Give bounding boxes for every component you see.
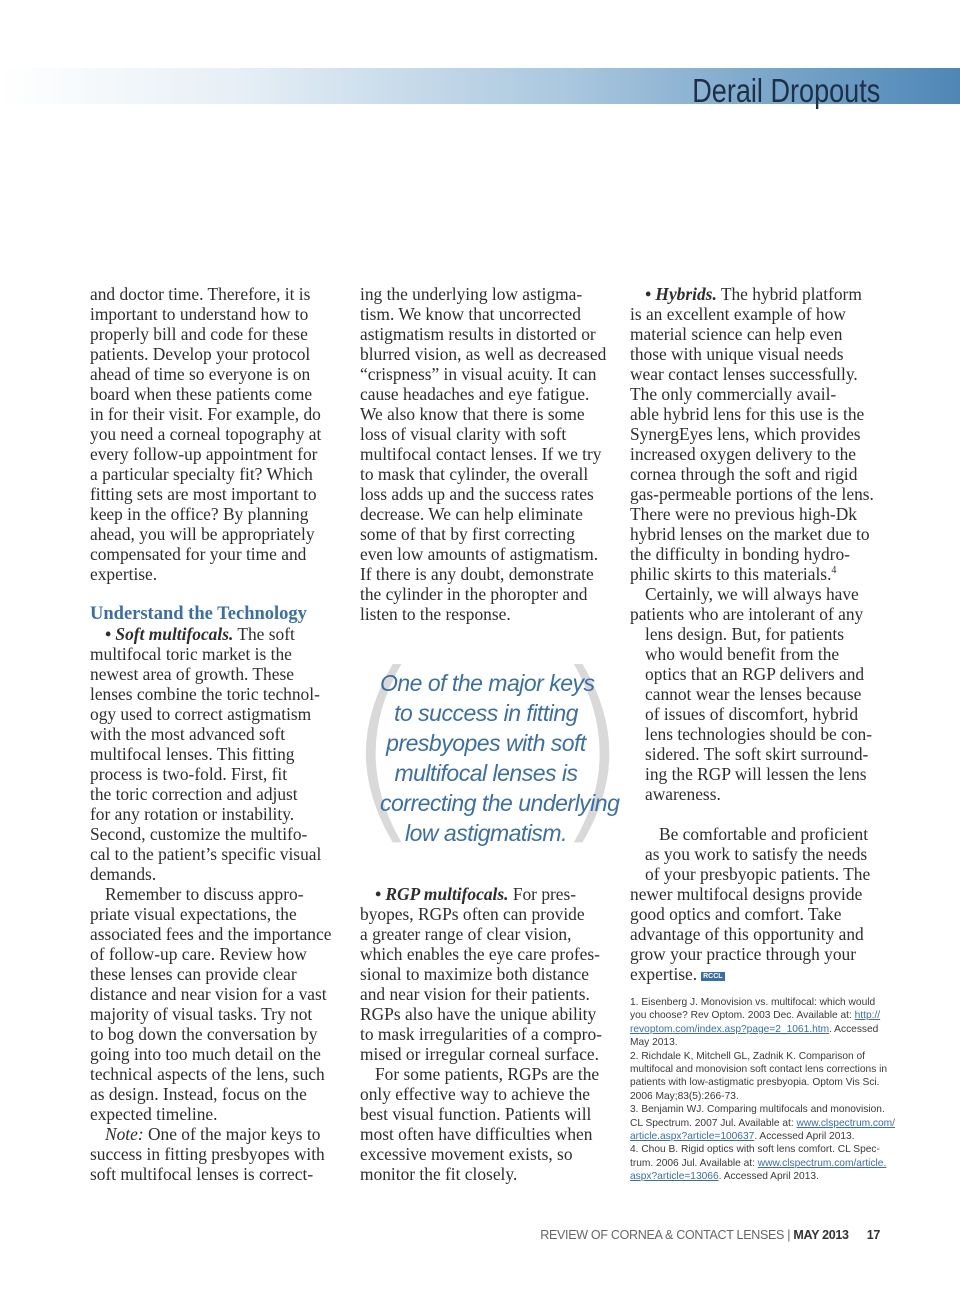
text-line: a particular specialty fit? Which <box>90 464 313 484</box>
hybrid-paragraph <box>630 304 885 564</box>
some-paragraph <box>360 1084 610 1184</box>
text-line: mised or irregular corneal surface. <box>360 1044 600 1064</box>
text-line: advantage of this opportunity and <box>630 924 864 944</box>
certainly-paragraph <box>630 624 885 804</box>
text-line: The only commercially avail- <box>630 384 837 404</box>
text-line: even low amounts of astigmatism. <box>360 544 599 564</box>
text-line: tism. We know that uncorrected <box>360 304 581 324</box>
text-line: which enables the eye care profes- <box>360 944 600 964</box>
rgp-label: • RGP multifocals. <box>375 884 509 904</box>
text-line: a greater range of clear vision, <box>360 924 572 944</box>
text-line: cal to the patient’s specific visual <box>90 844 322 864</box>
text-line: astigmatism results in distorted or <box>360 324 596 344</box>
astigmatism-paragraph <box>360 284 610 624</box>
intro-paragraph <box>90 284 340 584</box>
hybrid-label: • Hybrids. <box>645 284 717 304</box>
text-line: hybrid lenses on the market due to <box>630 524 870 544</box>
text-line: lens technologies should be con- <box>645 724 872 744</box>
note-label: Note: <box>105 1124 144 1144</box>
text-line: RGPs also have the unique ability <box>360 1004 597 1024</box>
text-line: multifocal contact lenses. If we try <box>360 444 602 464</box>
text-line: of follow-up care. Review how <box>90 944 307 964</box>
text-line: low astigmatism. <box>405 820 567 846</box>
text-line: grow your practice through your <box>630 944 857 964</box>
text-line: “crispness” in visual acuity. It can <box>360 364 597 384</box>
text-line: to success in fitting <box>394 700 578 726</box>
reference-marker: 4 <box>831 565 837 577</box>
pull-quote-text <box>380 668 620 848</box>
text-line: board when these patients come <box>90 384 313 404</box>
text-line: some of that by first correcting <box>360 524 575 544</box>
text-line: demands. <box>90 864 157 884</box>
text-line: byopes, RGPs often can provide <box>360 904 585 924</box>
text-line: lens design. But, for patients <box>645 624 844 644</box>
text-line: properly bill and code for these <box>90 324 308 344</box>
text-line: increased oxygen delivery to the <box>630 444 856 464</box>
text-line: to mask that cylinder, the overall <box>360 464 589 484</box>
text-line: excessive movement exists, so <box>360 1144 573 1164</box>
text-line: sidered. The soft skirt surround- <box>645 744 869 764</box>
closing-indented <box>630 844 885 884</box>
text-line: fitting sets are most important to <box>90 484 317 504</box>
closing-first-line: Be comfortable and proficient <box>659 824 869 844</box>
text-line: success in fitting presbyopes with <box>90 1144 325 1164</box>
text-line: cannot wear the lenses because <box>645 684 862 704</box>
text-line: to mask irregularities of a compro- <box>360 1024 602 1044</box>
text-line: patients with low-astigmatic presbyopia. Optom Vis Sci. <box>630 1077 880 1089</box>
closing-paragraph <box>630 884 885 964</box>
section-title: Derail Dropouts <box>692 72 880 109</box>
column-2 <box>360 284 610 624</box>
text-line: 1. Eisenberg J. Monovision vs. multifocal: which would <box>630 997 876 1008</box>
reference-1-link-cont[interactable]: revoptom.com/index.asp?page=2_1061.htm <box>630 1023 830 1035</box>
remember-paragraph <box>90 904 340 1124</box>
rgp-first-line: • RGP multifocals. For pres- <box>375 884 577 904</box>
end-mark-icon: RCCL <box>703 973 723 980</box>
text-line: decrease. We can help eliminate <box>360 504 583 524</box>
text-line: multifocal toric market is the <box>90 644 292 664</box>
text-line: ing the RGP will lessen the lens <box>645 764 867 784</box>
left-parenthesis-icon: ( <box>344 631 423 864</box>
right-parenthesis-icon: ) <box>551 631 630 864</box>
text-line: soft multifocal lenses is correct- <box>90 1164 314 1184</box>
text-line: as you work to satisfy the needs <box>645 844 868 864</box>
text-line: multifocal and monovision soft contact lens corrections in <box>630 1064 888 1076</box>
text-line: sional to maximize both distance <box>360 964 589 984</box>
text-line: awareness. <box>645 784 721 804</box>
text-line: distance and near vision for a vast <box>90 984 327 1004</box>
reference-3-link-cont[interactable]: article.aspx?article=100637 <box>630 1131 755 1143</box>
reference-1: 1. Eisenberg J. Monovision vs. multifocal: which would you choose? Rev Optom. 2003 Dec. Available at: http:// revoptom.com/index.asp?page=2_1061.htm. Accessed May 2013. <box>630 996 886 1050</box>
text-line: you need a corneal topography at <box>90 424 322 444</box>
text-line: lenses combine the toric technol- <box>90 684 320 704</box>
reference-3-link[interactable]: www.clspectrum.com/ <box>796 1117 895 1129</box>
text-line: loss of visual clarity with soft <box>360 424 567 444</box>
text-line: every follow-up appointment for <box>90 444 318 464</box>
pull-quote <box>344 631 630 864</box>
text-line: blurred vision, as well as decreased <box>360 344 607 364</box>
text-line: 2006 May;83(5):266-73. <box>630 1090 739 1102</box>
text-line: of your presbyopic patients. The <box>645 864 871 884</box>
text-line: listen to the response. <box>360 604 511 624</box>
text-line: of issues of discomfort, hybrid <box>645 704 859 724</box>
column-2-lower <box>360 884 610 1184</box>
reference-2 <box>630 1050 886 1104</box>
reference-4-link-cont[interactable]: aspx?article=13066 <box>630 1171 719 1183</box>
text-line: multifocal lenses. This fitting <box>90 744 295 764</box>
column-1 <box>90 284 340 1184</box>
text-line: 2. Richdale K, Mitchell GL, Zadnik K. Comparison of <box>630 1050 865 1062</box>
reference-4: 4. Chou B. Rigid optics with soft lens comfort. CL Spec- trum. 2006 Jul. Available at: www.clspectrum.com/article. aspx?article=13066. Accessed April 2013. <box>630 1144 887 1183</box>
text-line: optics that an RGP delivers and <box>645 664 865 684</box>
text-line: going into too much detail on the <box>90 1044 321 1064</box>
column-3 <box>630 284 885 984</box>
issue-date: MAY 2013 <box>793 1228 849 1242</box>
soft-label: • Soft multifocals. <box>105 624 234 644</box>
closing-last-line: expertise. RCCL <box>630 964 723 984</box>
text-line: ahead of time so everyone is on <box>90 364 311 384</box>
text-line: the difficulty in bonding hydro- <box>630 544 850 564</box>
text-line: compensated for your time and <box>90 544 307 564</box>
text-line: monitor the fit closely. <box>360 1164 518 1184</box>
text-line: multifocal lenses is <box>394 760 578 786</box>
text-line: to bog down the conversation by <box>90 1024 318 1044</box>
text-line: Second, customize the multifo- <box>90 824 308 844</box>
text-line: with the most advanced soft <box>90 724 286 744</box>
text-line: majority of visual tasks. Try not <box>90 1004 313 1024</box>
text-line: newer multifocal designs provide <box>630 884 863 904</box>
certainly-first-line: Certainly, we will always have <box>645 584 859 604</box>
text-line: correcting the underlying <box>380 790 620 816</box>
note-paragraph <box>90 1144 340 1184</box>
text-line: One of the major keys <box>380 670 595 696</box>
text-line: able hybrid lens for this use is the <box>630 404 865 424</box>
text-line: technical aspects of the lens, such <box>90 1064 325 1084</box>
text-line: patients. Develop your protocol <box>90 344 311 364</box>
text-line: We also know that there is some <box>360 404 585 424</box>
soft-first-line: • Soft multifocals. The soft <box>105 624 295 644</box>
text-line: important to understand how to <box>90 304 309 324</box>
text-line: and near vision for their patients. <box>360 984 590 1004</box>
text-line: keep in the office? By planning <box>90 504 309 524</box>
hybrid-last-line: philic skirts to this materials.$^4$ <box>630 564 837 584</box>
text-line: ing the underlying low astigma- <box>360 284 583 304</box>
text-line: gas-permeable portions of the lens. <box>630 484 874 504</box>
text-line: material science can help even <box>630 324 843 344</box>
soft-paragraph <box>90 644 340 884</box>
section-heading: Understand the Technology <box>90 604 307 624</box>
text-line: most often have difficulties when <box>360 1124 593 1144</box>
text-line: expertise. <box>90 564 158 584</box>
page-number: 17 <box>866 1228 880 1242</box>
text-line: good optics and comfort. Take <box>630 904 842 924</box>
text-line: associated fees and the importance <box>90 924 332 944</box>
text-line: and doctor time. Therefore, it is <box>90 284 311 304</box>
text-line: priate visual expectations, the <box>90 904 297 924</box>
text-line: for any rotation or instability. <box>90 804 295 824</box>
text-line: SynergEyes lens, which provides <box>630 424 861 444</box>
text-line: who would benefit from the <box>645 644 840 664</box>
text-line: the cylinder in the phoropter and <box>360 584 588 604</box>
text-line: only effective way to achieve the <box>360 1084 591 1104</box>
text-line: presbyopes with soft <box>386 730 586 756</box>
text-line: best visual function. Patients will <box>360 1104 592 1124</box>
text-line: as design. Instead, focus on the <box>90 1084 307 1104</box>
text-line: loss adds up and the success rates <box>360 484 594 504</box>
text-line: If there is any doubt, demonstrate <box>360 564 594 584</box>
rgp-paragraph <box>360 904 610 1064</box>
hybrid-first-line: • Hybrids. The hybrid platform <box>645 284 862 304</box>
remember-first-line: Remember to discuss appro- <box>105 884 304 904</box>
text-line: cornea through the soft and rigid <box>630 464 858 484</box>
text-line: expected timeline. <box>90 1104 218 1124</box>
reference-1-link[interactable]: http:// <box>854 1010 881 1022</box>
text-line: wear contact lenses successfully. <box>630 364 858 384</box>
journal-name: REVIEW OF CORNEA & CONTACT LENSES | <box>540 1228 794 1242</box>
text-line: the toric correction and adjust <box>90 784 298 804</box>
text-line: newest area of growth. These <box>90 664 294 684</box>
note-first-line: Note: One of the major keys to <box>105 1124 321 1144</box>
text-line: cause headaches and eye fatigue. <box>360 384 590 404</box>
text-line: ahead, you will be appropriately <box>90 524 315 544</box>
some-first-line: For some patients, RGPs are the <box>375 1064 600 1084</box>
text-line: these lenses can provide clear <box>90 964 297 984</box>
text-line: in for their visit. For example, do <box>90 404 321 424</box>
text-line: process is two-fold. First, fit <box>90 764 288 784</box>
text-line: those with unique visual needs <box>630 344 844 364</box>
references <box>630 996 895 1184</box>
text-line: is an excellent example of how <box>630 304 846 324</box>
reference-3: 3. Benjamin WJ. Comparing multifocals and monovision. CL Spectrum. 2007 Jul. Available at: www.clspectrum.com/ article.aspx?article=100637. Accessed April 2013. <box>630 1104 895 1143</box>
certainly-second-line: patients who are intolerant of any <box>630 604 864 624</box>
text-line: There were no previous high-Dk <box>630 504 857 524</box>
page-footer <box>540 1228 880 1242</box>
text-line: ogy used to correct astigmatism <box>90 704 312 724</box>
reference-4-link[interactable]: www.clspectrum.com/article. <box>757 1157 887 1169</box>
